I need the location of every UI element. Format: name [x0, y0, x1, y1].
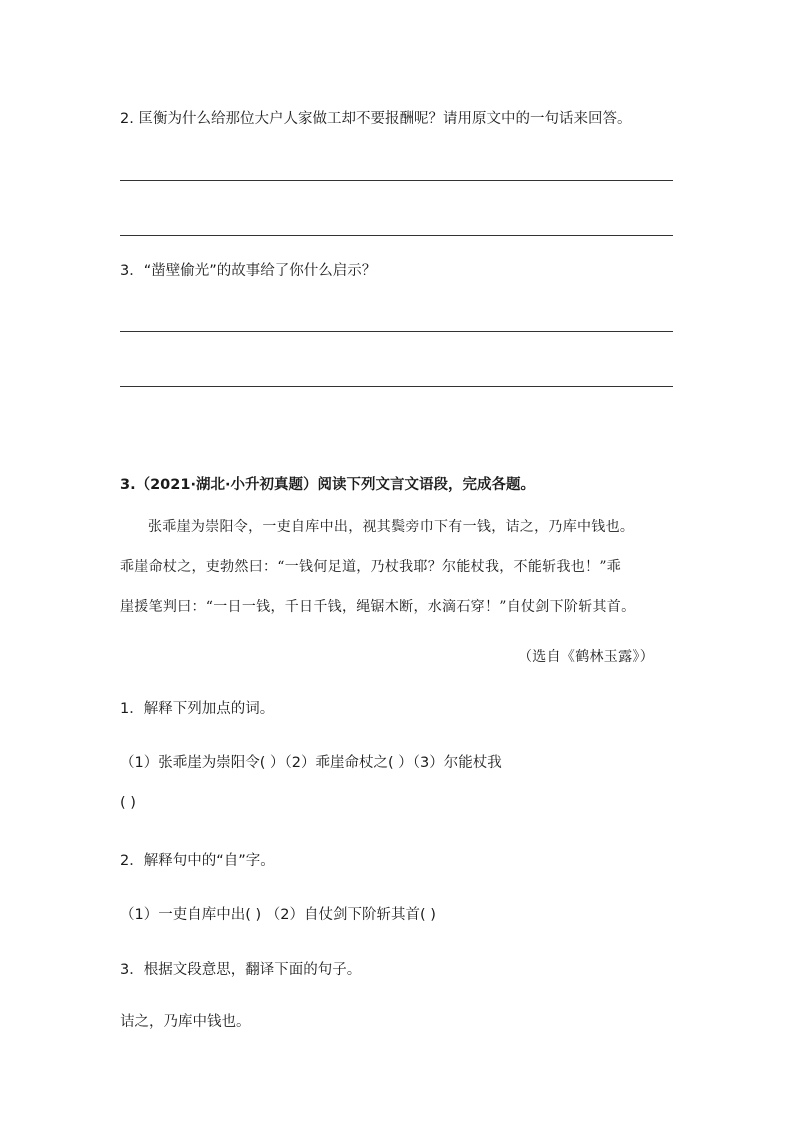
passage-source: （选自《鹤林玉露》）	[518, 649, 654, 665]
answer-line[interactable]	[120, 386, 673, 387]
subquestion-2: 2．解释句中的“自”字。	[120, 853, 275, 869]
section-heading: 3.（2021·湖北·小升初真题）阅读下列文言文语段，完成各题。	[120, 477, 535, 493]
subquestion-3-sentence: 诘之，乃库中钱也。	[120, 1014, 251, 1030]
subquestion-3: 3．根据文段意思，翻译下面的句子。	[120, 962, 362, 978]
subquestion-2-items[interactable]: （1）一吏自库中出( ) （2）自仗剑下阶斩其首( )	[120, 907, 436, 923]
passage-line: 崖援笔判曰：“一日一钱，千日千钱，绳锯木断，水滴石穿！”自仗剑下阶斩其首。	[120, 599, 636, 615]
question-3-text: 3．“凿壁偷光”的故事给了你什么启示？	[120, 263, 377, 279]
subquestion-1-items-continued[interactable]: ( )	[120, 795, 136, 811]
answer-line[interactable]	[120, 235, 673, 236]
subquestion-1-items[interactable]: （1）张乖崖为崇阳令( ）（2）乖崖命杖之( ）（3）尔能杖我	[120, 755, 502, 771]
answer-line[interactable]	[120, 180, 673, 181]
question-2-text: 2. 匡衡为什么给那位大户人家做工却不要报酬呢？请用原文中的一句话来回答。	[120, 111, 632, 127]
answer-line[interactable]	[120, 331, 673, 332]
subquestion-1: 1．解释下列加点的词。	[120, 701, 275, 717]
passage-line: 张乖崖为崇阳令，一吏自库中出，视其鬓旁巾下有一钱，诘之，乃库中钱也。	[148, 519, 635, 535]
passage-line: 乖崖命杖之，吏勃然曰：“一钱何足道，乃杖我耶？尔能杖我，不能斩我也！”乖	[120, 559, 622, 575]
